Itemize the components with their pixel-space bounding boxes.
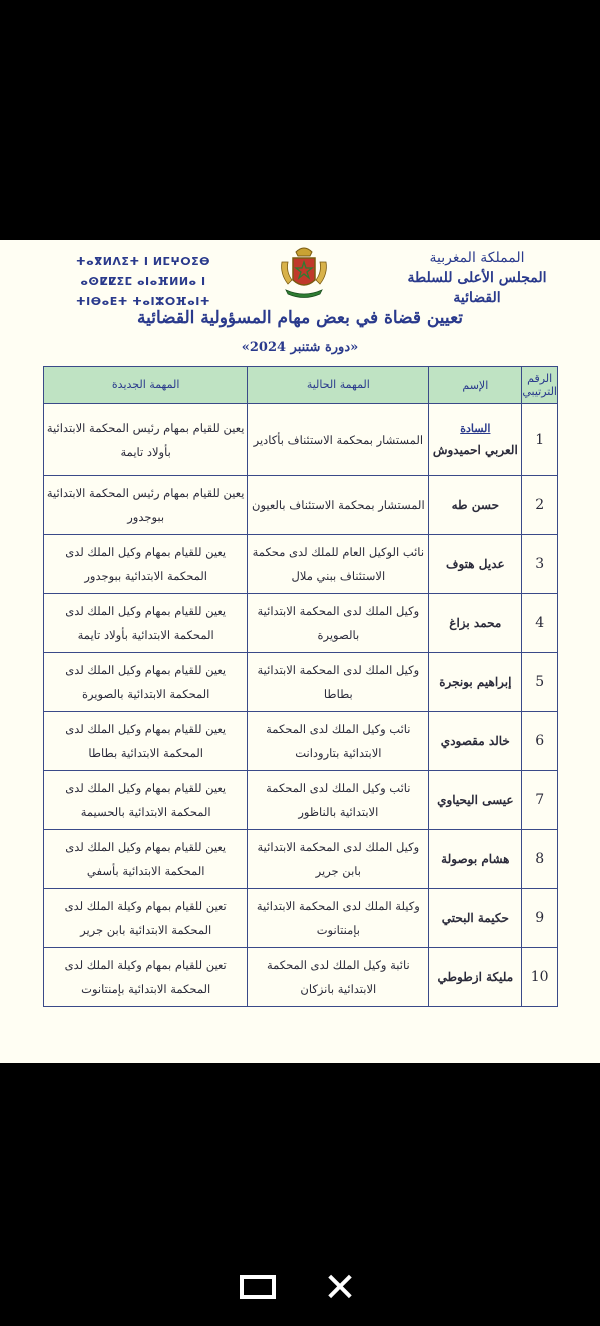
row-new: يعين للقيام بمهام وكيل الملك لدى المحكمة الابتدائية بالحسيمة — [44, 771, 248, 830]
row-name: محمد بزاغ — [429, 594, 522, 653]
row-current: المستشار بمحكمة الاستئناف بأكادير — [248, 404, 429, 476]
row-current: وكيل الملك لدى المحكمة الابتدائية بطاطا — [248, 653, 429, 712]
row-num: 2 — [522, 476, 558, 535]
row-name: عيسى اليحياوي — [429, 771, 522, 830]
row-current: نائب وكيل الملك لدى المحكمة الابتدائية بالناظور — [248, 771, 429, 830]
row-name: العربي احميدوش — [432, 443, 518, 457]
row-current: وكيل الملك لدى المحكمة الابتدائية بالصويرة — [248, 594, 429, 653]
table-header-row — [44, 367, 558, 404]
row-current: وكيل الملك لدى المحكمة الابتدائية بابن جرير — [248, 830, 429, 889]
header-arabic — [402, 248, 552, 308]
table-row — [44, 948, 558, 1007]
table-row — [44, 535, 558, 594]
council-label: المجلس الأعلى للسلطة القضائية — [407, 270, 547, 306]
coat-of-arms-emblem — [276, 244, 332, 302]
row-num: 3 — [522, 535, 558, 594]
row-new: يعين للقيام بمهام وكيل الملك لدى المحكمة الابتدائية بالصويرة — [44, 653, 248, 712]
table-row — [44, 476, 558, 535]
row-new: يعين للقيام بمهام رئيس المحكمة الابتدائية ببوجدور — [44, 476, 248, 535]
document-page — [0, 240, 600, 1063]
row-name-cell — [429, 404, 522, 476]
row-num: 8 — [522, 830, 558, 889]
kingdom-label-tifinagh: ⵜⴰⴳⵍⴷⵉⵜ ⵏ ⵍⵎⵖⵔⵉⴱ — [75, 255, 210, 268]
row-new: يعين للقيام بمهام وكيل الملك لدى المحكمة الابتدائية بأسفي — [44, 830, 248, 889]
row-num: 6 — [522, 712, 558, 771]
table-row — [44, 889, 558, 948]
row-num: 10 — [522, 948, 558, 1007]
row-new: تعين للقيام بمهام وكيلة الملك لدى المحكمة الابتدائية بابن جرير — [44, 889, 248, 948]
row-num: 9 — [522, 889, 558, 948]
council-label-tifinagh: ⴰⵙⵇⵇⵉⵎ ⴰⵏⴰⴼⵍⵍⴰ ⵏ ⵜⵏⴱⴰⴹⵜ ⵜⴰⵏⵣⵔⴼⴰⵏⵜ — [76, 275, 210, 308]
sada-label: السادة — [460, 422, 491, 435]
table-row — [44, 404, 558, 476]
row-name: خالد مقصودي — [429, 712, 522, 771]
table-row — [44, 653, 558, 712]
row-new: يعين للقيام بمهام رئيس المحكمة الابتدائية بأولاد تايمة — [44, 404, 248, 476]
table-row — [44, 830, 558, 889]
page-title: تعيين قضاة في بعض مهام المسؤولية القضائية — [136, 308, 463, 328]
row-num: 1 — [522, 404, 558, 476]
row-name: عديل هتوف — [429, 535, 522, 594]
header-name: الإسم — [429, 367, 522, 404]
row-new: يعين للقيام بمهام وكيل الملك لدى المحكمة الابتدائية بأولاد تايمة — [44, 594, 248, 653]
row-current: نائبة وكيل الملك لدى المحكمة الابتدائية بانزكان — [248, 948, 429, 1007]
header-new: المهمة الجديدة — [44, 367, 248, 404]
table-row — [44, 594, 558, 653]
table-row — [44, 712, 558, 771]
row-current: وكيلة الملك لدى المحكمة الابتدائية بإمنتانوت — [248, 889, 429, 948]
header-current: المهمة الحالية — [248, 367, 429, 404]
row-new: يعين للقيام بمهام وكيل الملك لدى المحكمة الابتدائية ببوجدور — [44, 535, 248, 594]
table-row — [44, 771, 558, 830]
row-new: يعين للقيام بمهام وكيل الملك لدى المحكمة الابتدائية بطاطا — [44, 712, 248, 771]
row-num: 7 — [522, 771, 558, 830]
page-subtitle: «دورة شتنبر 2024» — [241, 340, 359, 355]
row-current: نائب الوكيل العام للملك لدى محكمة الاستئناف ببني ملال — [248, 535, 429, 594]
row-current: نائب وكيل الملك لدى المحكمة الابتدائية بتارودانت — [248, 712, 429, 771]
header-tifinagh — [58, 252, 228, 312]
header-num: الرقم الترتيبي — [522, 367, 558, 404]
appointments-table — [43, 366, 558, 1007]
row-name: إبراهيم بونجرة — [429, 653, 522, 712]
row-name: حسن طه — [429, 476, 522, 535]
row-num: 4 — [522, 594, 558, 653]
kingdom-label: المملكة المغربية — [429, 250, 525, 266]
square-icon[interactable] — [240, 1275, 276, 1299]
row-current: المستشار بمحكمة الاستئناف بالعيون — [248, 476, 429, 535]
row-name: حكيمة البحتي — [429, 889, 522, 948]
row-name: هشام بوصولة — [429, 830, 522, 889]
row-num: 5 — [522, 653, 558, 712]
row-new: تعين للقيام بمهام وكيلة الملك لدى المحكمة الابتدائية بإمنتانوت — [44, 948, 248, 1007]
row-name: مليكة ازطوطي — [429, 948, 522, 1007]
close-icon[interactable]: ✕ — [323, 1265, 357, 1311]
